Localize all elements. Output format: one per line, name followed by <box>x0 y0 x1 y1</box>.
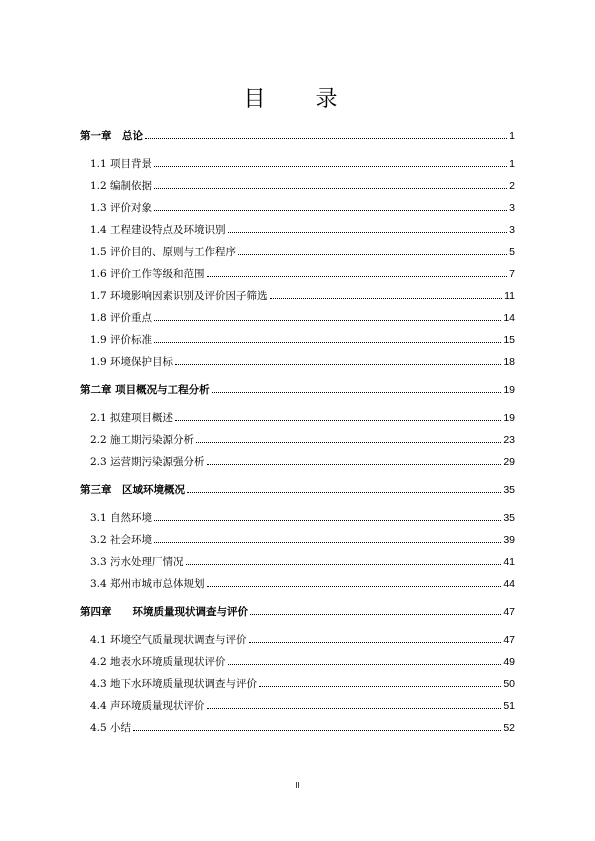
toc-entry-label: 1.2 编制依据 <box>90 180 153 192</box>
toc-chapter-2[interactable] <box>80 382 515 398</box>
toc-entry-label: 4.1 环境空气质量现状调查与评价 <box>90 634 247 646</box>
toc-entry-page: 29 <box>503 456 515 468</box>
toc-entry-label: 1.4 工程建设特点及环境识别 <box>90 224 226 236</box>
toc-entry-label: 3.4 郑州市城市总体规划 <box>90 578 205 590</box>
leader-dots <box>175 419 501 421</box>
leader-dots <box>154 209 507 211</box>
toc-section-1-5[interactable] <box>90 244 515 260</box>
toc-chapter-4[interactable] <box>80 604 515 620</box>
toc-entry-label: 第二章 项目概况与工程分析 <box>80 384 210 396</box>
toc-entry-label: 3.3 污水处理厂情况 <box>90 556 184 568</box>
toc-section-1-1[interactable] <box>90 156 515 172</box>
toc-entry-page: 50 <box>503 678 515 690</box>
leader-dots <box>133 729 501 731</box>
toc-entry-page: 11 <box>504 290 515 302</box>
toc-entry-page: 23 <box>503 434 515 446</box>
toc-entry-page: 3 <box>509 224 515 236</box>
leader-dots <box>154 519 501 521</box>
toc-entry-page: 18 <box>503 356 515 368</box>
leader-dots <box>207 275 508 277</box>
toc-entry-page: 52 <box>503 722 515 734</box>
leader-dots <box>154 541 501 543</box>
toc-entry-page: 2 <box>509 180 515 192</box>
toc-entry-page: 41 <box>503 556 515 568</box>
leader-dots <box>154 165 507 167</box>
toc-section-1-4[interactable] <box>90 222 515 238</box>
toc-entry-label: 4.5 小结 <box>90 722 132 734</box>
toc-chapter-1[interactable] <box>80 128 515 144</box>
toc-section-4-1[interactable] <box>90 632 515 648</box>
toc-entry-page: 51 <box>503 700 515 712</box>
toc-entry-label: 1.9 评价标准 <box>90 334 153 346</box>
toc-entry-page: 5 <box>509 246 515 258</box>
toc-entry-label: 第四章 环境质量现状调查与评价 <box>80 606 248 618</box>
toc-entry-page: 47 <box>503 634 515 646</box>
leader-dots <box>259 685 501 687</box>
toc-section-2-3[interactable] <box>90 454 515 470</box>
toc-entry-label: 4.3 地下水环境质量现状调查与评价 <box>90 678 258 690</box>
toc-entry-page: 19 <box>503 412 515 424</box>
toc-section-3-4[interactable] <box>90 576 515 592</box>
toc-entry-label: 1.5 评价目的、原则与工作程序 <box>90 246 237 258</box>
leader-dots <box>186 563 502 565</box>
toc-section-1-2[interactable] <box>90 178 515 194</box>
toc-section-1-3[interactable] <box>90 200 515 216</box>
toc-entry-page: 15 <box>503 334 515 346</box>
toc-entry-label: 4.2 地表水环境质量现状评价 <box>90 656 226 668</box>
toc-entry-page: 35 <box>503 512 515 524</box>
toc-section-4-2[interactable] <box>90 654 515 670</box>
toc-entry-label: 1.9 环境保护目标 <box>90 356 174 368</box>
toc-section-3-2[interactable] <box>90 532 515 548</box>
toc-entry-label: 2.2 施工期污染源分析 <box>90 434 195 446</box>
leader-dots <box>238 253 507 255</box>
leader-dots <box>228 231 508 233</box>
toc-section-1-9b[interactable] <box>90 354 515 370</box>
toc-section-2-2[interactable] <box>90 432 515 448</box>
toc-entry-page: 39 <box>503 534 515 546</box>
leader-dots <box>250 613 501 615</box>
toc-entry-label: 第一章 总论 <box>80 130 143 142</box>
toc-section-4-5[interactable] <box>90 720 515 736</box>
leader-dots <box>154 319 501 321</box>
toc-section-1-6[interactable] <box>90 266 515 282</box>
toc-entry-label: 4.4 声环境质量现状评价 <box>90 700 205 712</box>
toc-entry-label: 3.2 社会环境 <box>90 534 153 546</box>
toc-entry-label: 1.3 评价对象 <box>90 202 153 214</box>
leader-dots <box>207 463 502 465</box>
toc-chapter-3[interactable] <box>80 482 515 498</box>
leader-dots <box>249 641 502 643</box>
toc-entry-label: 3.1 自然环境 <box>90 512 153 524</box>
toc-entry-page: 3 <box>509 202 515 214</box>
toc-entry-label: 1.8 评价重点 <box>90 312 153 324</box>
leader-dots <box>196 441 501 443</box>
toc-entry-page: 14 <box>503 312 515 324</box>
toc-entry-page: 1 <box>509 158 515 170</box>
toc-entry-label: 1.1 项目背景 <box>90 158 153 170</box>
toc-entry-page: 49 <box>503 656 515 668</box>
toc-section-3-1[interactable] <box>90 510 515 526</box>
toc-entry-page: 47 <box>503 606 515 618</box>
toc-entry-label: 1.7 环境影响因素识别及评价因子筛选 <box>90 290 268 302</box>
leader-dots <box>175 363 501 365</box>
toc-entry-page: 35 <box>503 484 515 496</box>
toc-section-2-1[interactable] <box>90 410 515 426</box>
toc-entry-page: 7 <box>509 268 515 280</box>
toc-entry-page: 44 <box>503 578 515 590</box>
leader-dots <box>228 663 502 665</box>
leader-dots <box>270 297 503 299</box>
toc-entry-label: 2.1 拟建项目概述 <box>90 412 174 424</box>
toc-entry-label: 2.3 运营期污染源强分析 <box>90 456 205 468</box>
leader-dots <box>145 137 507 139</box>
leader-dots <box>154 187 507 189</box>
page-number-footer: II <box>295 781 300 790</box>
leader-dots <box>212 391 502 393</box>
toc-entry-page: 1 <box>509 130 515 142</box>
leader-dots <box>207 707 502 709</box>
leader-dots <box>187 491 501 493</box>
leader-dots <box>154 341 501 343</box>
toc-entry-page: 19 <box>503 384 515 396</box>
toc-section-1-8[interactable] <box>90 310 515 326</box>
toc-entry-label: 1.6 评价工作等级和范围 <box>90 268 205 280</box>
page-title: 目 录 <box>243 87 352 112</box>
toc-entry-label: 第三章 区域环境概况 <box>80 484 185 496</box>
leader-dots <box>207 585 502 587</box>
toc-section-4-3[interactable] <box>90 676 515 692</box>
toc-section-1-9[interactable] <box>90 332 515 348</box>
toc-section-3-3[interactable] <box>90 554 515 570</box>
toc-section-1-7[interactable] <box>90 288 515 304</box>
toc-section-4-4[interactable] <box>90 698 515 714</box>
